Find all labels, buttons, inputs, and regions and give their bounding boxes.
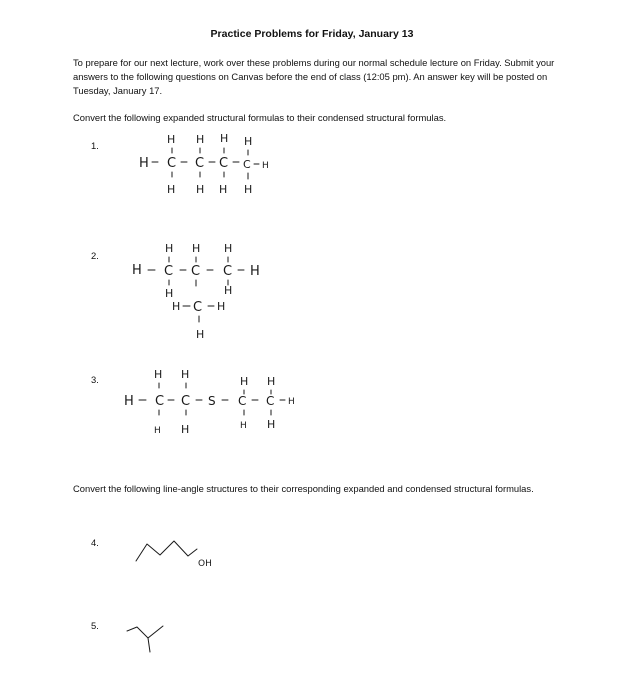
atom-h: H [244, 135, 253, 148]
problem-number-4: 4. [91, 537, 99, 548]
atom-h: H [181, 423, 190, 436]
section2-instruction: Convert the following line-angle structures to their corresponding expanded and condensed structural formulas. [73, 483, 534, 494]
structure-5 [127, 626, 163, 652]
atom-c: C [238, 394, 247, 408]
atom-h: H [220, 132, 229, 145]
problem-number-2: 2. [91, 250, 99, 261]
atom-h: H [217, 300, 226, 313]
atom-c: C [243, 158, 251, 171]
atom-h: H [196, 133, 205, 146]
atom-h: H [167, 183, 176, 196]
atom-h: H [267, 418, 276, 431]
atom-h: H [181, 368, 190, 381]
problem-number-3: 3. [91, 374, 99, 385]
intro-paragraph: To prepare for our next lecture, work over these problems during our normal schedule lecture on Friday. Submit your answers to the following questions on Canvas before the end of class (12:05 pm). An answer key will be posted on Tuesday, January 17. [73, 57, 555, 96]
atom-c: C [167, 156, 177, 171]
atom-h: H [240, 375, 249, 388]
atom-c: C [195, 156, 205, 171]
problem-number-5: 5. [91, 620, 99, 631]
atom-c: C [164, 264, 174, 279]
atom-c: C [191, 264, 201, 279]
atom-h: H [167, 133, 176, 146]
atom-h: H [262, 161, 269, 171]
atom-h: H [165, 287, 174, 300]
atom-h: H [154, 368, 163, 381]
atom-h: H [196, 183, 205, 196]
atom-h: H [240, 421, 247, 431]
atom-h: H [154, 426, 161, 436]
atom-h: H [139, 156, 149, 171]
atom-c: C [219, 156, 229, 171]
atom-c: C [155, 394, 165, 409]
problem-number-1: 1. [91, 140, 99, 151]
atom-h: H [288, 397, 295, 407]
atom-s: S [208, 394, 216, 408]
atom-h: H [224, 242, 233, 255]
atom-h: H [172, 300, 181, 313]
atom-oh: OH [198, 559, 212, 569]
structure-1 [139, 132, 269, 196]
atom-h: H [267, 375, 276, 388]
section1-instruction: Convert the following expanded structural formulas to their condensed structural formulas. [73, 112, 447, 123]
atom-c: C [266, 394, 275, 408]
structure-2 [132, 242, 260, 341]
structure-4 [136, 541, 212, 569]
structure-3 [124, 368, 295, 436]
atom-h: H [192, 242, 201, 255]
atom-h: H [224, 284, 233, 297]
atom-h: H [132, 263, 142, 278]
atom-c: C [223, 264, 233, 279]
atom-h: H [196, 328, 205, 341]
atom-h: H [219, 183, 228, 196]
atom-c: C [193, 300, 203, 315]
atom-h: H [124, 394, 134, 409]
atom-h: H [165, 242, 174, 255]
page-title: Practice Problems for Friday, January 13 [210, 28, 414, 40]
atom-h: H [244, 183, 253, 196]
atom-c: C [181, 394, 191, 409]
atom-h: H [250, 264, 260, 279]
